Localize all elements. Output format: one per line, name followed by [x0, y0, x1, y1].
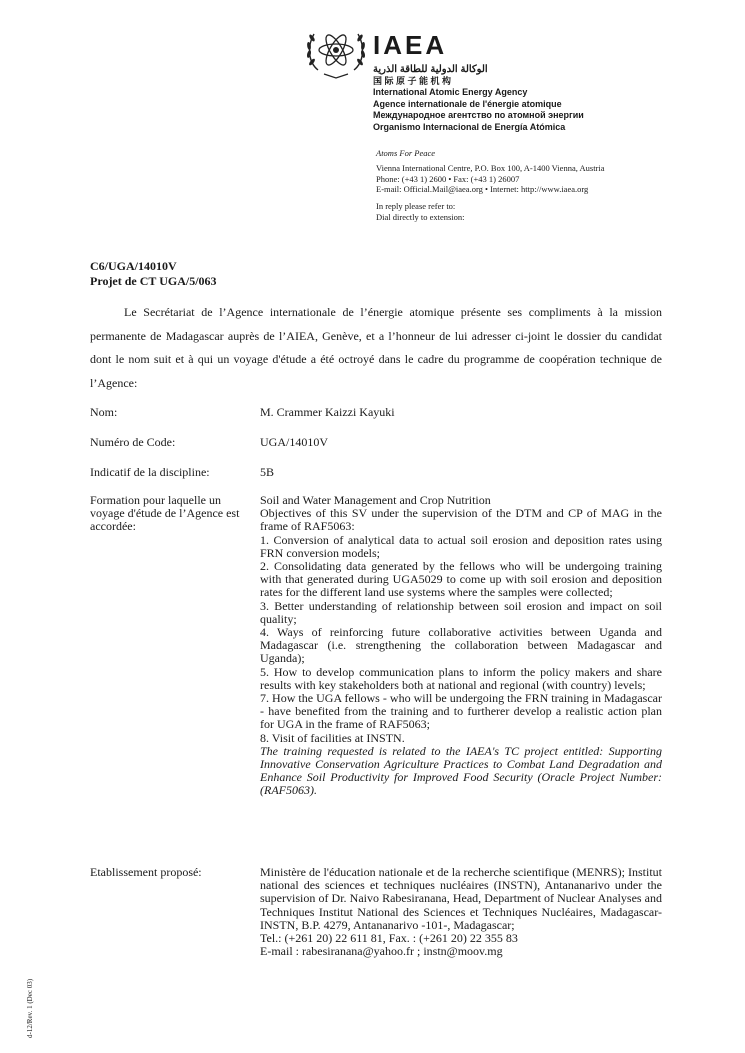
code-value: UGA/14010V [260, 435, 328, 449]
agency-motto: Atoms For Peace [376, 148, 436, 158]
formation-project-note: The training requested is related to the IAEA's TC project entitled: Supporting Innovative Conservation Agriculture Practices to Combat Land Degradation and Enhance Soil Productivity for Improved Food Security (Oracle Project Number: (RAF5063). [260, 743, 662, 798]
etablissement-value [260, 866, 662, 958]
agency-name-spanish: Organismo Internacional de Energía Atómica [373, 121, 566, 132]
formation-line: Objectives of this SV under the supervision of the DTM and CP of MAG in the frame of RAF5063: [260, 506, 662, 534]
nom-value: M. Crammer Kaizzi Kayuki [260, 405, 395, 419]
agency-acronym: IAEA [373, 30, 448, 60]
formation-line: Soil and Water Management and Crop Nutrition [260, 493, 491, 507]
email-web: E-mail: Official.Mail@iaea.org • Internet: http://www.iaea.org [376, 184, 589, 194]
formation-line: 8. Visit of facilities at INSTN. [260, 730, 405, 745]
code-label: Numéro de Code: [90, 435, 176, 449]
etablissement-label: Etablissement proposé: [90, 865, 202, 879]
etablissement-line: Ministère de l'éducation nationale et de la recherche scientifique (MENRS); Institut national des sciences et techniques nucléaires (INSTN), Antananarivo under the supervision of Dr. Naivo Rabesiranana, Head, Department of Nuclear Analyses and Techniques Institut National des Sciences et Techniques Nucléaires, Madagascar-INSTN, B.P. 4279, Antananarivo -101-, Madagascar; [260, 865, 662, 932]
agency-name-chinese: 国 际 原 子 能 机 构 [373, 75, 452, 86]
reference-code: C6/UGA/14010V [90, 259, 177, 273]
reference-block [90, 259, 217, 289]
formation-line: 2. Consolidating data generated by the fellows who will be undergoing training with that generated during UGA5029 to come up with soil erosion and deposition rates for the different land use systems where the samples were collected; [260, 559, 662, 600]
reply-refer-line: In reply please refer to: [376, 201, 456, 211]
formation-value [260, 494, 662, 798]
project-reference: Projet de CT UGA/5/063 [90, 274, 217, 288]
agency-name-english: International Atomic Energy Agency [373, 87, 528, 98]
agency-name-arabic: الوكالة الدولية للطاقة الذرية [373, 64, 488, 75]
formation-line: 5. How to develop communication plans to inform the policy makers and share results with key stakeholders both at national and regional (with country) levels; [260, 664, 662, 692]
contact-block [376, 163, 605, 195]
formation-line: 4. Ways of reinforcing future collaborative activities between Uganda and Madagascar (i.e. strengthening the collaboration between Madagascar and Uganda); [260, 625, 662, 666]
form-code [26, 968, 38, 1038]
discipline-value: 5B [260, 465, 275, 479]
form-code-text: d-12/Rev. 1 (Dec 03) [26, 978, 34, 1038]
reply-block [376, 201, 465, 222]
formation-line: 3. Better understanding of relationship between soil erosion and impact on soil quality; [260, 598, 662, 626]
agency-name-french: Agence internationale de l'énergie atomique [373, 98, 562, 109]
agency-name-russian: Международное агентство по атомной энергии [373, 110, 584, 121]
intro-paragraph: Le Secrétariat de l’Agence internationale de l’énergie atomique présente ses compliments à la mission permanente de Madagascar auprès de l’AIEA, Genève, et a l’honneur de lui adresser ci-joint le dossier du candidat dont le nom suit et à qui un voyage d'étude a été octroyé dans le cadre du programme de coopération technique de l’Agence: [90, 305, 662, 390]
discipline-label: Indicatif de la discipline: [90, 465, 210, 479]
postal-address: Vienna International Centre, P.O. Box 100, A-1400 Vienna, Austria [376, 163, 605, 173]
phone-fax: Phone: (+43 1) 2600 • Fax: (+43 1) 26007 [376, 173, 520, 184]
formation-label: Formation pour laquelle un voyage d'étude de l’Agence est accordée: [90, 493, 240, 534]
nom-label: Nom: [90, 405, 118, 419]
agency-names [373, 64, 584, 134]
formation-line: 1. Conversion of analytical data to actual soil erosion and deposition rates using FRN conversion models; [260, 532, 662, 560]
formation-line: 7. How the UGA fellows - who will be undergoing the FRN training in Madagascar - have benefited from the training and to furtherer develop a realistic action plan for UGA in the frame of RAF5063; [260, 691, 662, 732]
etablissement-line: Tel.: (+261 20) 22 611 81, Fax. : (+261 20) 22 355 83 [260, 931, 518, 946]
reply-extension-line: Dial directly to extension: [376, 211, 465, 222]
iaea-logo [304, 22, 368, 80]
etablissement-line: E-mail : rabesiranana@yahoo.fr ; instn@moov.mg [260, 944, 503, 959]
